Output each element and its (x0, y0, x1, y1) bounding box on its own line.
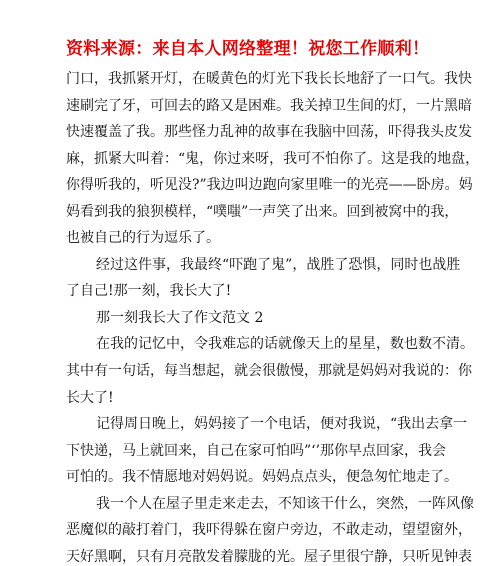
text-line: 可怕的。我不情愿地对妈妈说。妈妈点点头，便急匆忙地走了。 (66, 469, 458, 486)
text-line: 恶魔似的敲打着门，我吓得躲在窗户旁边，不敢走动，望望窗外， (66, 522, 472, 539)
text-line: 速刷完了牙，可回去的路又是困难。我关掉卫生间的灯，一片黑暗 (66, 97, 472, 114)
text-line: 在我的记忆中，令我难忘的话就像天上的星星，数也数不清。 (96, 336, 474, 353)
text-line: 天好黑啊，只有月亮散发着朦胧的光。屋子里很宁静，只听见钟表 (66, 548, 472, 565)
text-line: 长大了! (66, 389, 114, 406)
text-line: 门口，我抓紧开灯，在暖黄色的灯光下我长长地舒了一口气。我快 (66, 71, 472, 87)
text-line: 经过这件事，我最终“吓跑了鬼”，战胜了恐惧，同时也战胜 (96, 256, 461, 273)
text-line: 快速覆盖了我。那些怪力乱神的故事在我脑中回荡，吓得我头皮发 (66, 124, 472, 141)
text-line: 其中有一句话，每当想起，就会很傲慢，那就是妈妈对我说的：你 (66, 363, 472, 380)
text-line: 你得听我的，听见没?”我边叫边跑向家里唯一的光亮——卧房。妈 (66, 177, 473, 194)
body-text (66, 66, 480, 566)
text-line: 我一个人在屋子里走来走去，不知该干什么，突然，一阵风像 (96, 495, 474, 512)
text-line: 妈看到我的狼狈模样，“噗嗤”一声笑了出来。回到被窝中的我， (66, 203, 459, 220)
text-line: 那一刻我长大了作文范文 2 (96, 309, 264, 326)
text-line: 记得周日晚上，妈妈接了一个电话，便对我说，“我出去拿一 (96, 416, 468, 433)
text-line: 也被自己的行为逗乐了。 (66, 230, 220, 247)
text-line: 下快递，马上就回来，自己在家可怕吗”‘’那你早点回家，我会 (66, 442, 447, 459)
text-line: 了自己!那一刻，我长大了! (66, 283, 232, 300)
source-header: 资料来源：来自本人网络整理！祝您工作顺利！ (66, 39, 430, 59)
text-line: 麻，抓紧大叫着：“鬼，你过来呀，我可不怕你了。这是我的地盘， (66, 150, 480, 167)
